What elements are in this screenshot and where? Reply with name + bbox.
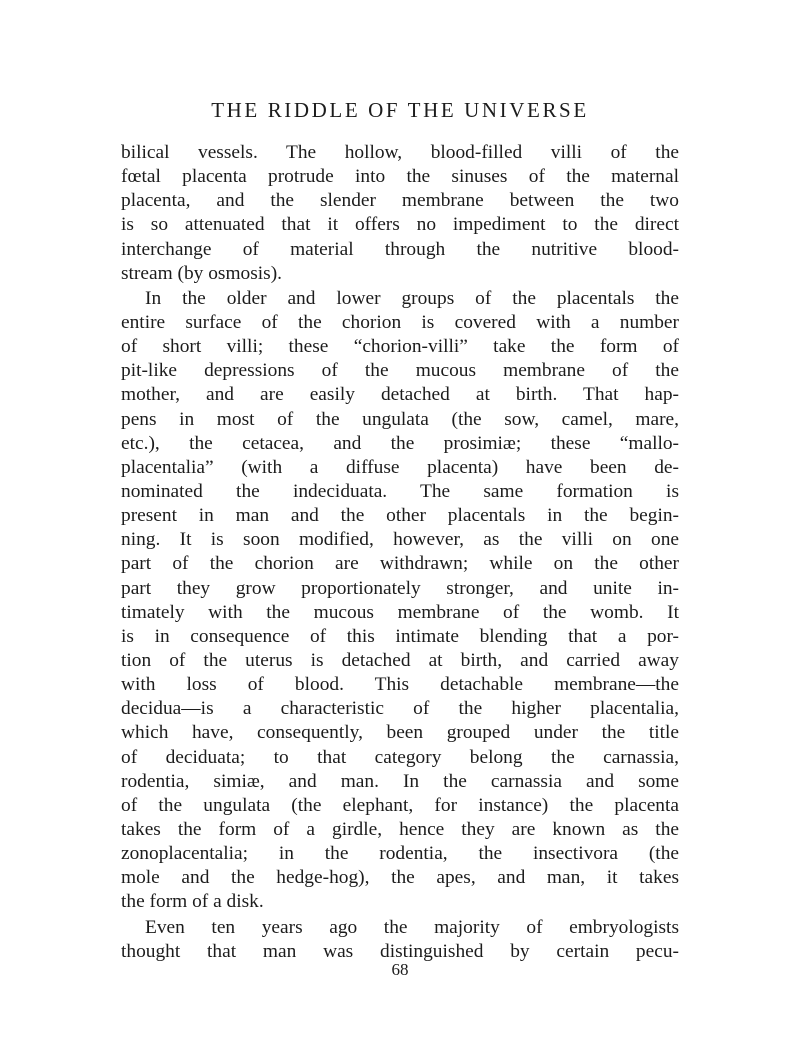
paragraph [121,916,679,964]
text-line: of the ungulata (the elephant, for instance) the placenta [121,794,679,816]
text-line: bilical vessels. The hollow, blood-filled villi of the [121,142,679,163]
text-line: entire surface of the chorion is covered with a number [121,311,679,333]
text-line: thought that man was distinguished by certain pecu- [121,940,679,962]
text-line: which have, consequently, been grouped under the title [121,722,679,744]
text-line: takes the form of a girdle, hence they are known as the [121,818,679,840]
text-line: of deciduata; to that category belong the carnassia, [121,746,679,768]
page-number: 68 [391,960,409,979]
text-line: the form of a disk. [121,891,264,913]
text-line: interchange of material through the nutritive blood- [121,238,679,260]
text-line: with loss of blood. This detachable membrane—the [121,674,679,696]
text-line: decidua—is a characteristic of the higher placentalia, [121,698,679,720]
text-line: pit-like depressions of the mucous membrane of the [121,360,679,382]
text-line: fœtal placenta protrude into the sinuses of the maternal [121,166,679,188]
paragraph [121,287,679,915]
text-line: placentalia” (with a diffuse placenta) have been de- [121,456,679,478]
text-line: zonoplacentalia; in the rodentia, the insectivora (the [121,843,679,865]
text-line: part of the chorion are withdrawn; while on the other [121,553,679,575]
running-head: THE RIDDLE OF THE UNIVERSE [211,98,589,122]
text-line: mother, and are easily detached at birth. That hap- [121,384,679,406]
text-line: etc.), the cetacea, and the prosimiæ; these “mallo- [121,432,679,454]
text-line: timately with the mucous membrane of the womb. It [121,601,679,623]
text-line: ning. It is soon modified, however, as the villi on one [121,529,679,551]
text-line: placenta, and the slender membrane between the two [121,190,679,212]
text-line: In the older and lower groups of the placentals the [145,287,679,309]
text-line: Even ten years ago the majority of embryologists [145,916,679,938]
text-line: present in man and the other placentals in the begin- [121,505,679,527]
text-line: is so attenuated that it offers no impediment to the direct [121,214,679,236]
paragraph [121,141,679,286]
text-line: nominated the indeciduata. The same formation is [121,480,679,502]
text-line: mole and the hedge-hog), the apes, and man, it takes [121,867,679,889]
text-line: of short villi; these “chorion-villi” take the form of [121,336,679,358]
text-line: part they grow proportionately stronger, and unite in- [121,577,679,599]
text-line: stream (by osmosis). [121,262,283,284]
body-text [121,141,679,964]
text-line: pens in most of the ungulata (the sow, camel, mare, [121,408,679,430]
text-line: is in consequence of this intimate blending that a por- [121,625,679,647]
text-line: tion of the uterus is detached at birth, and carried away [121,649,679,671]
text-line: rodentia, simiæ, and man. In the carnassia and some [121,770,679,792]
